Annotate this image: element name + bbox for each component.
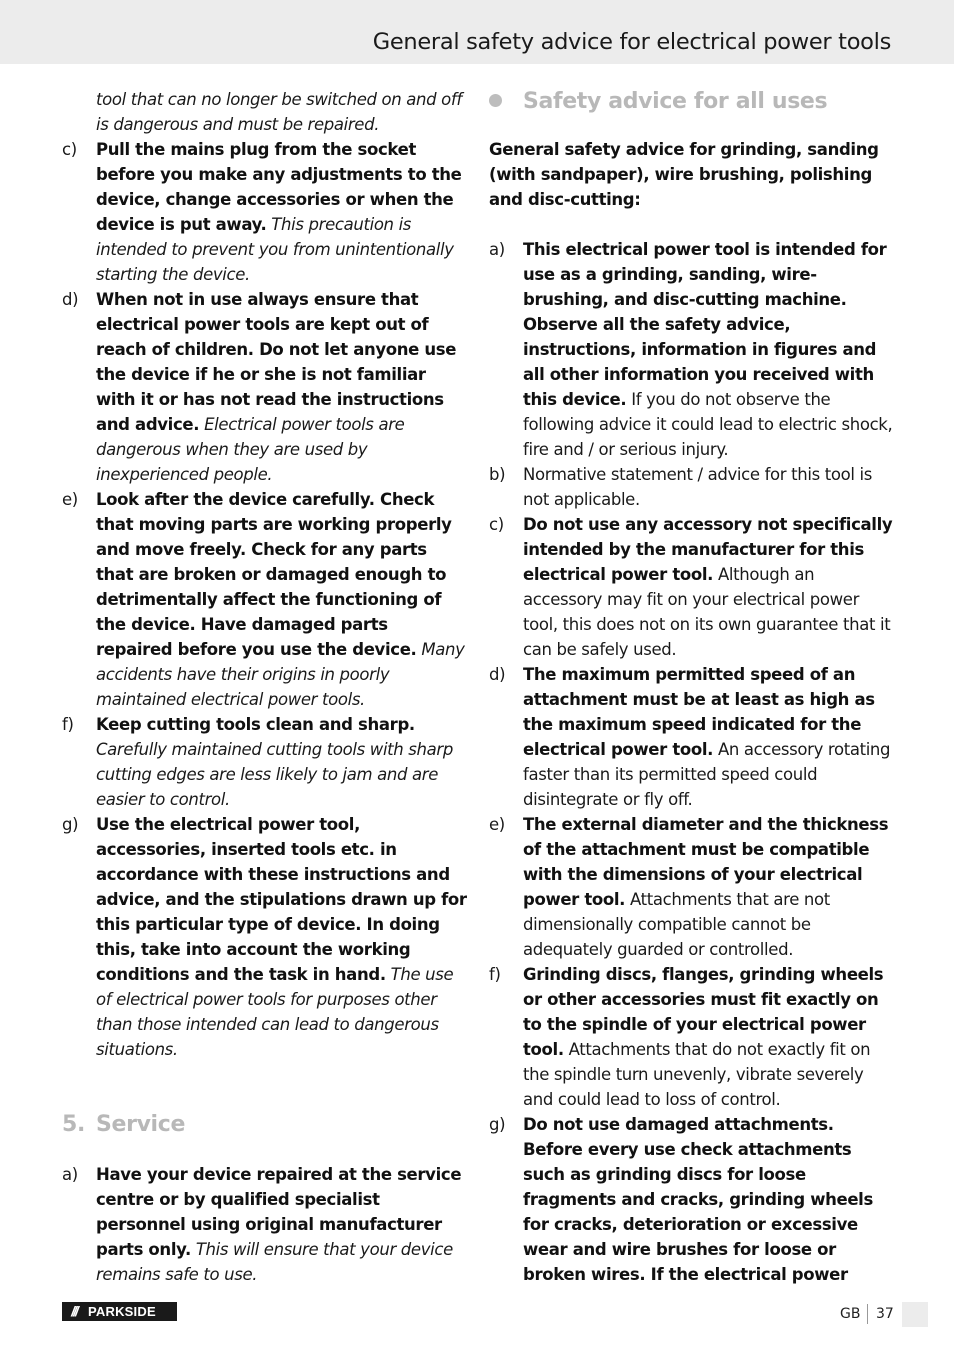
item-italic-text: This precaution is intended to prevent you from unintentionally starting the device.: [96, 215, 454, 284]
item-bold-text: Keep cutting tools clean and sharp.: [96, 715, 415, 734]
item-bold-text: Grinding discs, flanges, grinding wheels or other accessories must fit exactly on to the spindle of your electrical power tool.: [523, 965, 884, 1059]
item-label: b): [489, 465, 506, 484]
item-label: f): [62, 715, 74, 734]
list-item: [489, 462, 894, 512]
section-number: 5.: [62, 1112, 85, 1137]
item-label: e): [489, 815, 505, 834]
list-item: [489, 662, 894, 812]
item-label: d): [62, 290, 79, 309]
footer-box: [902, 1302, 928, 1327]
item-italic-text: Many accidents have their origins in poorly maintained electrical power tools.: [96, 640, 465, 709]
item-label: f): [489, 965, 501, 984]
item-label: g): [489, 1115, 506, 1134]
item-label: c): [62, 140, 77, 159]
item-bold-text: Have your device repaired at the service centre or by qualified specialist personnel using original manufacturer parts only.: [96, 1165, 462, 1259]
logo-mark: ///: [71, 1303, 77, 1319]
page-number: 37: [876, 1306, 894, 1322]
list-item: [62, 287, 467, 487]
item-normal-text: An accessory rotating faster than its permitted speed could disintegrate or fly off.: [523, 740, 891, 809]
item-bold-text: Use the electrical power tool, accessories, inserted tools etc. in accordance with these instructions and advice, and the stipulations drawn up for this particular type of device. In doing this, take into account the working conditions and the task in hand.: [96, 815, 467, 984]
list-item: [489, 237, 894, 462]
list-item: [62, 1162, 467, 1287]
section-heading-service: [62, 1110, 467, 1140]
item-bold-text: Look after the device carefully. Check that moving parts are working properly and move freely. Check for any parts that are broken or damaged enough to detrimentally affect the functioning of the device. Have damaged parts repaired before you use the device.: [96, 490, 452, 659]
item-italic-text: The use of electrical power tools for purposes other than those intended can lead to dangerous situations.: [96, 965, 454, 1059]
item-bold-text: When not in use always ensure that electrical power tools are kept out of reach of children. Do not let anyone use the device if he or she is not familiar with it or has not read the instructions and advice.: [96, 290, 457, 434]
list-item: [62, 487, 467, 712]
right-column: [489, 87, 894, 1287]
list-item: [489, 512, 894, 662]
item-italic-text: Electrical power tools are dangerous when they are used by inexperienced people.: [96, 415, 405, 484]
item-label: d): [489, 665, 506, 684]
left-column: [62, 87, 467, 1287]
item-bold-text: Do not use damaged attachments. Before every use check attachments such as grinding discs for loose fragments and cracks, grinding wheels for cracks, deterioration or excessive wear and wire brushes for loose or broken wires. If the electrical power: [523, 1115, 873, 1284]
page-title: General safety advice for electrical power tools: [372, 29, 891, 55]
item-normal-text: Attachments that do not exactly fit on the spindle turn unevenly, vibrate severely and could lead to loss of control.: [523, 1040, 871, 1109]
item-normal-text: Although an accessory may fit on your electrical power tool, this does not on its own guarantee that it can be safely used.: [523, 565, 891, 659]
item-normal-text: Normative statement / advice for this tool is not applicable.: [523, 465, 872, 509]
item-italic-text: This will ensure that your device remains safe to use.: [96, 1240, 453, 1284]
subheading: General safety advice for grinding, sanding (with sandpaper), wire brushing, polishing and disc-cutting:: [489, 140, 879, 209]
list-item: [62, 812, 467, 1062]
section-title: Safety advice for all uses: [523, 89, 828, 114]
intro-paragraph: tool that can no longer be switched on and off is dangerous and must be repaired.: [96, 90, 462, 134]
item-label: g): [62, 815, 79, 834]
item-bold-text: The maximum permitted speed of an attachment must be at least as high as the maximum speed indicated for the electrical power tool.: [523, 665, 875, 759]
item-bold-text: This electrical power tool is intended for use as a grinding, sanding, wire-brushing, and disc-cutting machine. Observe all the safety advice, instructions, information in figures and all other information you received with this device.: [523, 240, 887, 409]
item-italic-text: Carefully maintained cutting tools with sharp cutting edges are less likely to jam and are easier to control.: [96, 740, 453, 809]
item-label: a): [489, 240, 505, 259]
section-title: Service: [96, 1112, 186, 1137]
list-item: [62, 712, 467, 812]
list-item: [489, 812, 894, 962]
parkside-logo: [62, 1302, 177, 1321]
item-normal-text: If you do not observe the following advice it could lead to electric shock, fire and / or serious injury.: [523, 390, 893, 459]
list-item: [489, 962, 894, 1112]
item-label: c): [489, 515, 504, 534]
item-label: a): [62, 1165, 78, 1184]
item-bold-text: The external diameter and the thickness of the attachment must be compatible with the dimensions of your electrical power tool.: [523, 815, 889, 909]
section-heading-safety: [489, 87, 894, 117]
item-label: e): [62, 490, 78, 509]
item-bold-text: Pull the mains plug from the socket before you make any adjustments to the device, change accessories or when the device is put away.: [96, 140, 462, 234]
list-item: [489, 1112, 894, 1287]
item-normal-text: Attachments that are not dimensionally compatible cannot be adequately guarded or controlled.: [523, 890, 830, 959]
language-code: GB: [840, 1306, 861, 1322]
bullet-icon: [489, 94, 502, 107]
item-bold-text: Do not use any accessory not specifically intended by the manufacturer for this electrical power tool.: [523, 515, 893, 584]
list-item: [62, 137, 467, 287]
footer-divider: [867, 1304, 868, 1324]
logo-text: PARKSIDE: [88, 1304, 156, 1319]
